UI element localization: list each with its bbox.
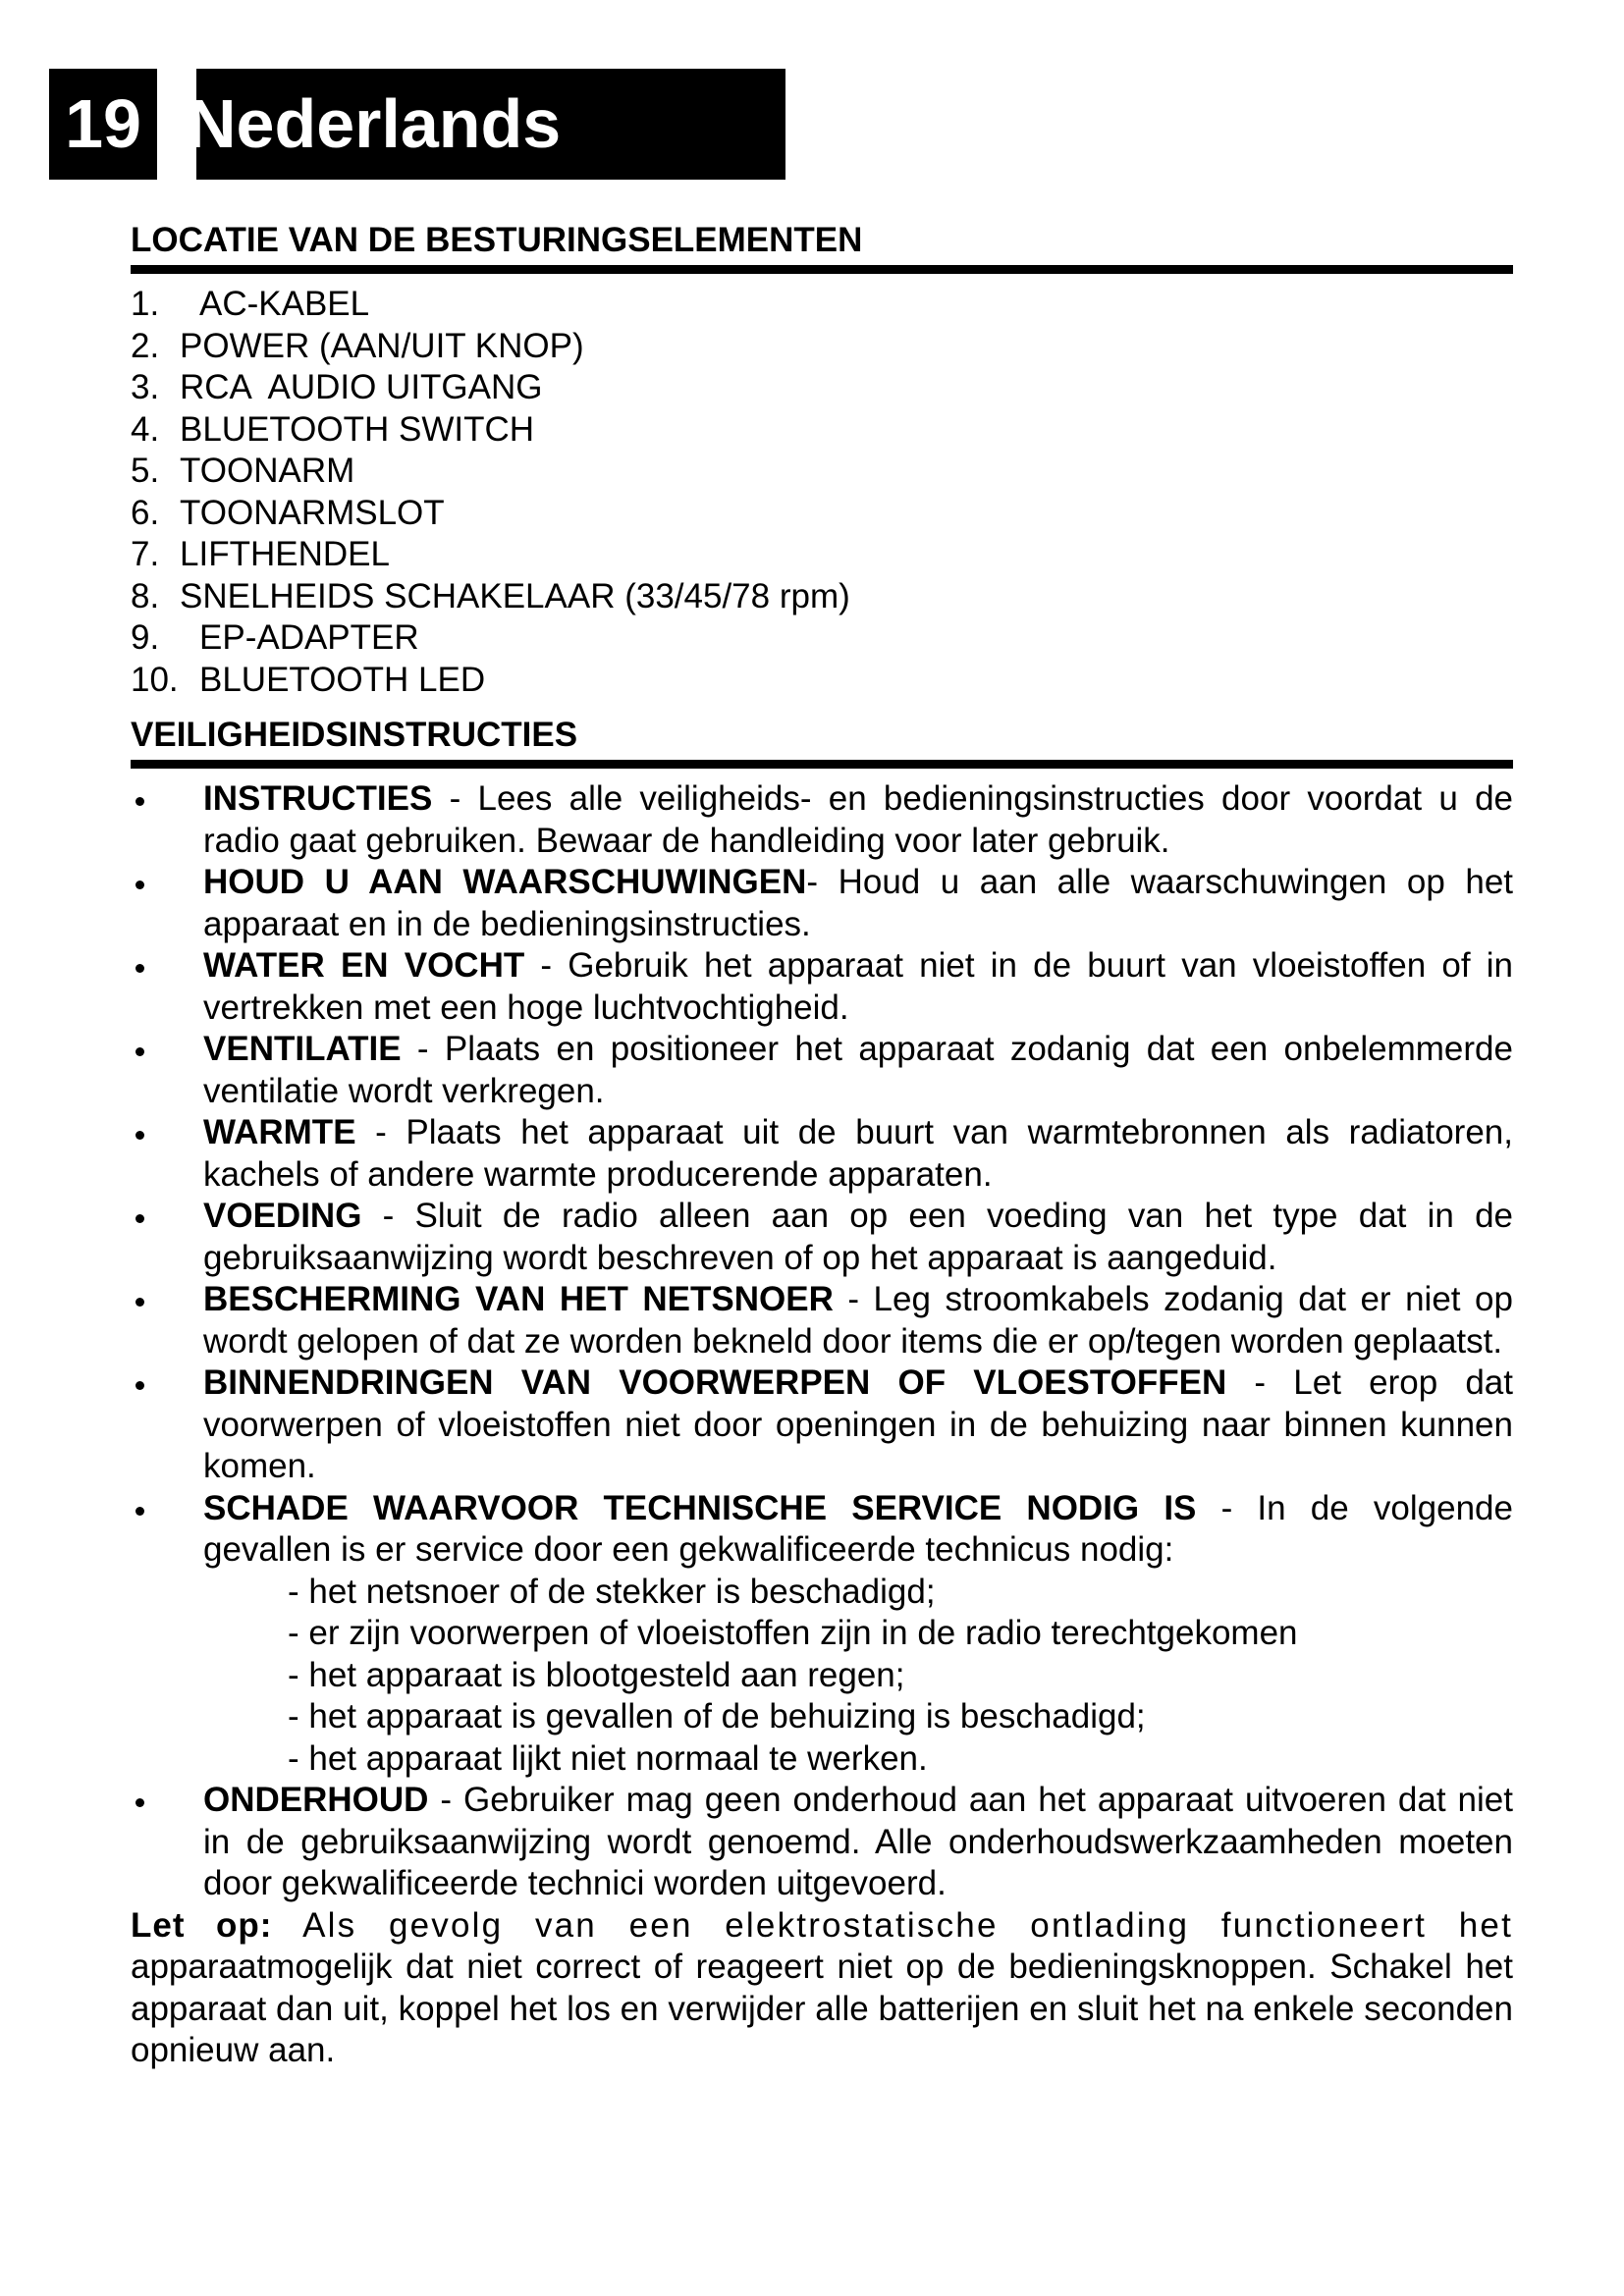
control-number: 7.: [131, 535, 160, 573]
note-paragraph: [131, 1905, 1513, 2072]
language-title: Nederlands: [187, 85, 562, 162]
safety-text: - Leg stroomkabels zodanig dat er niet op wordt gelopen of dat ze worden bekneld door items die er op/tegen worden geplaatst.: [203, 1280, 1513, 1361]
safety-term: WATER EN VOCHT: [203, 946, 525, 985]
safety-term: SCHADE WAARVOOR TECHNISCHE SERVICE NODIG IS: [203, 1488, 1197, 1527]
note-label: Let op:: [131, 1905, 273, 1945]
control-label: SNELHEIDS SCHAKELAAR (33/45/78 rpm): [180, 576, 850, 615]
safety-text: - Plaats en positioneer het apparaat zodanig dat een onbelemmerde ventilatie wordt verkregen.: [203, 1030, 1513, 1110]
control-item: [131, 284, 1513, 326]
service-case: - het netsnoer of de stekker is beschadigd;: [288, 1572, 936, 1611]
safety-item: [131, 945, 1513, 1029]
safety-item: [131, 1780, 1513, 1905]
safety-item: [131, 1112, 1513, 1196]
control-number: 1.: [131, 285, 160, 323]
service-case: - het apparaat is blootgesteld aan regen;: [288, 1655, 905, 1694]
safety-item: [131, 1362, 1513, 1488]
control-label: TOONARM: [180, 452, 355, 490]
control-number: 6.: [131, 493, 160, 532]
safety-term: WARMTE: [203, 1113, 356, 1151]
safety-item: [131, 778, 1513, 862]
safety-term: BINNENDRINGEN VAN VOORWERPEN OF VLOESTOFFEN: [203, 1363, 1227, 1402]
control-item: [131, 660, 1513, 702]
safety-heading: VEILIGHEIDSINSTRUCTIES: [131, 715, 1513, 769]
safety-term: VENTILATIE: [203, 1030, 402, 1068]
safety-text: - Plaats het apparaat uit de buurt van warmtebronnen als radiatoren, kachels of andere warmte producerende apparaten.: [203, 1113, 1513, 1194]
control-number: 3.: [131, 368, 160, 406]
service-cases-list: [203, 1572, 1513, 1781]
control-item: [131, 451, 1513, 493]
language-title-block: [187, 69, 785, 180]
control-label: TOONARMSLOT: [180, 493, 445, 532]
safety-text: - Let erop dat voorwerpen of vloeistoffen niet door openingen in de behuizing naar binnen kunnen komen.: [203, 1363, 1513, 1485]
safety-term: INSTRUCTIES: [203, 779, 433, 818]
note-first-text: Als gevolg van een elektrostatische ontlading functioneert het: [272, 1905, 1514, 1945]
control-label: RCA AUDIO UITGANG: [180, 368, 543, 406]
safety-item: [131, 1488, 1513, 1781]
control-number: 2.: [131, 326, 160, 365]
control-number: 4.: [131, 409, 160, 449]
control-label: EP-ADAPTER: [199, 618, 419, 657]
control-item: [131, 617, 1513, 660]
control-item: [131, 367, 1513, 409]
safety-text: - Lees alle veiligheids- en bedieningsinstructies door voordat u de radio gaat gebruiken. Bewaar de handleiding voor later gebruik.: [203, 779, 1513, 860]
page-content: [131, 220, 1513, 2072]
control-label: POWER (AAN/UIT KNOP): [180, 326, 584, 365]
service-case: - er zijn voorwerpen of vloeistoffen zijn in de radio terechtgekomen: [288, 1614, 1298, 1652]
control-item: [131, 409, 1513, 452]
safety-item: [131, 1196, 1513, 1279]
safety-text: - Gebruiker mag geen onderhoud aan het apparaat uitvoeren dat niet in de gebruiksaanwijzing wordt genoemd. Alle onderhoudswerkzaamheden moeten door gekwalificeerde technici worden uitgevoerd.: [203, 1781, 1513, 1902]
safety-term: HOUD U AAN WAARSCHUWINGEN: [203, 863, 807, 901]
control-label: BLUETOOTH LED: [199, 660, 486, 699]
safety-text: - In de volgende gevallen is er service door een gekwalificeerde technicus nodig:: [203, 1488, 1513, 1569]
safety-term: ONDERHOUD: [203, 1781, 429, 1819]
safety-text: - Gebruik het apparaat niet in de buurt van vloeistoffen of in vertrekken met een hoge luchtvochtigheid.: [203, 946, 1513, 1027]
control-item: [131, 534, 1513, 576]
control-item: [131, 576, 1513, 618]
control-item: [131, 326, 1513, 368]
safety-text: - Houd u aan alle waarschuwingen op het apparaat en in de bedieningsinstructies.: [203, 863, 1514, 943]
controls-list: [131, 284, 1513, 701]
control-number: 8.: [131, 576, 160, 615]
controls-heading: LOCATIE VAN DE BESTURINGSELEMENTEN: [131, 220, 1513, 274]
control-number: 5.: [131, 452, 160, 490]
safety-term: VOEDING: [203, 1197, 362, 1235]
control-label: AC-KABEL: [199, 285, 370, 323]
safety-item: [131, 1029, 1513, 1112]
control-label: LIFTHENDEL: [180, 535, 390, 573]
control-number: 10.: [131, 660, 179, 699]
service-case: - het apparaat lijkt niet normaal te werken.: [288, 1738, 928, 1778]
safety-text: - Sluit de radio alleen aan op een voeding van het type dat in de gebruiksaanwijzing wordt beschreven of op het apparaat is aangeduid.: [203, 1197, 1513, 1277]
note-first-line: [131, 1905, 1513, 1948]
safety-term: BESCHERMING VAN HET NETSNOER: [203, 1280, 834, 1318]
page-number-block: [49, 69, 157, 180]
control-label: BLUETOOTH SWITCH: [180, 409, 535, 449]
safety-item: [131, 862, 1513, 945]
control-number: 9.: [131, 618, 160, 657]
service-case: - het apparaat is gevallen of de behuizing is beschadigd;: [288, 1697, 1146, 1735]
safety-item: [131, 1279, 1513, 1362]
note-rest-text: apparaatmogelijk dat niet correct of reageert niet op de bedieningsknoppen. Schakel het apparaat dan uit, koppel het los en verwijder alle batterijen en sluit het na enkele seconden opnieuw aan.: [131, 1948, 1513, 2069]
page-number: 19: [65, 85, 141, 162]
control-item: [131, 493, 1513, 535]
safety-list: [131, 778, 1513, 1905]
